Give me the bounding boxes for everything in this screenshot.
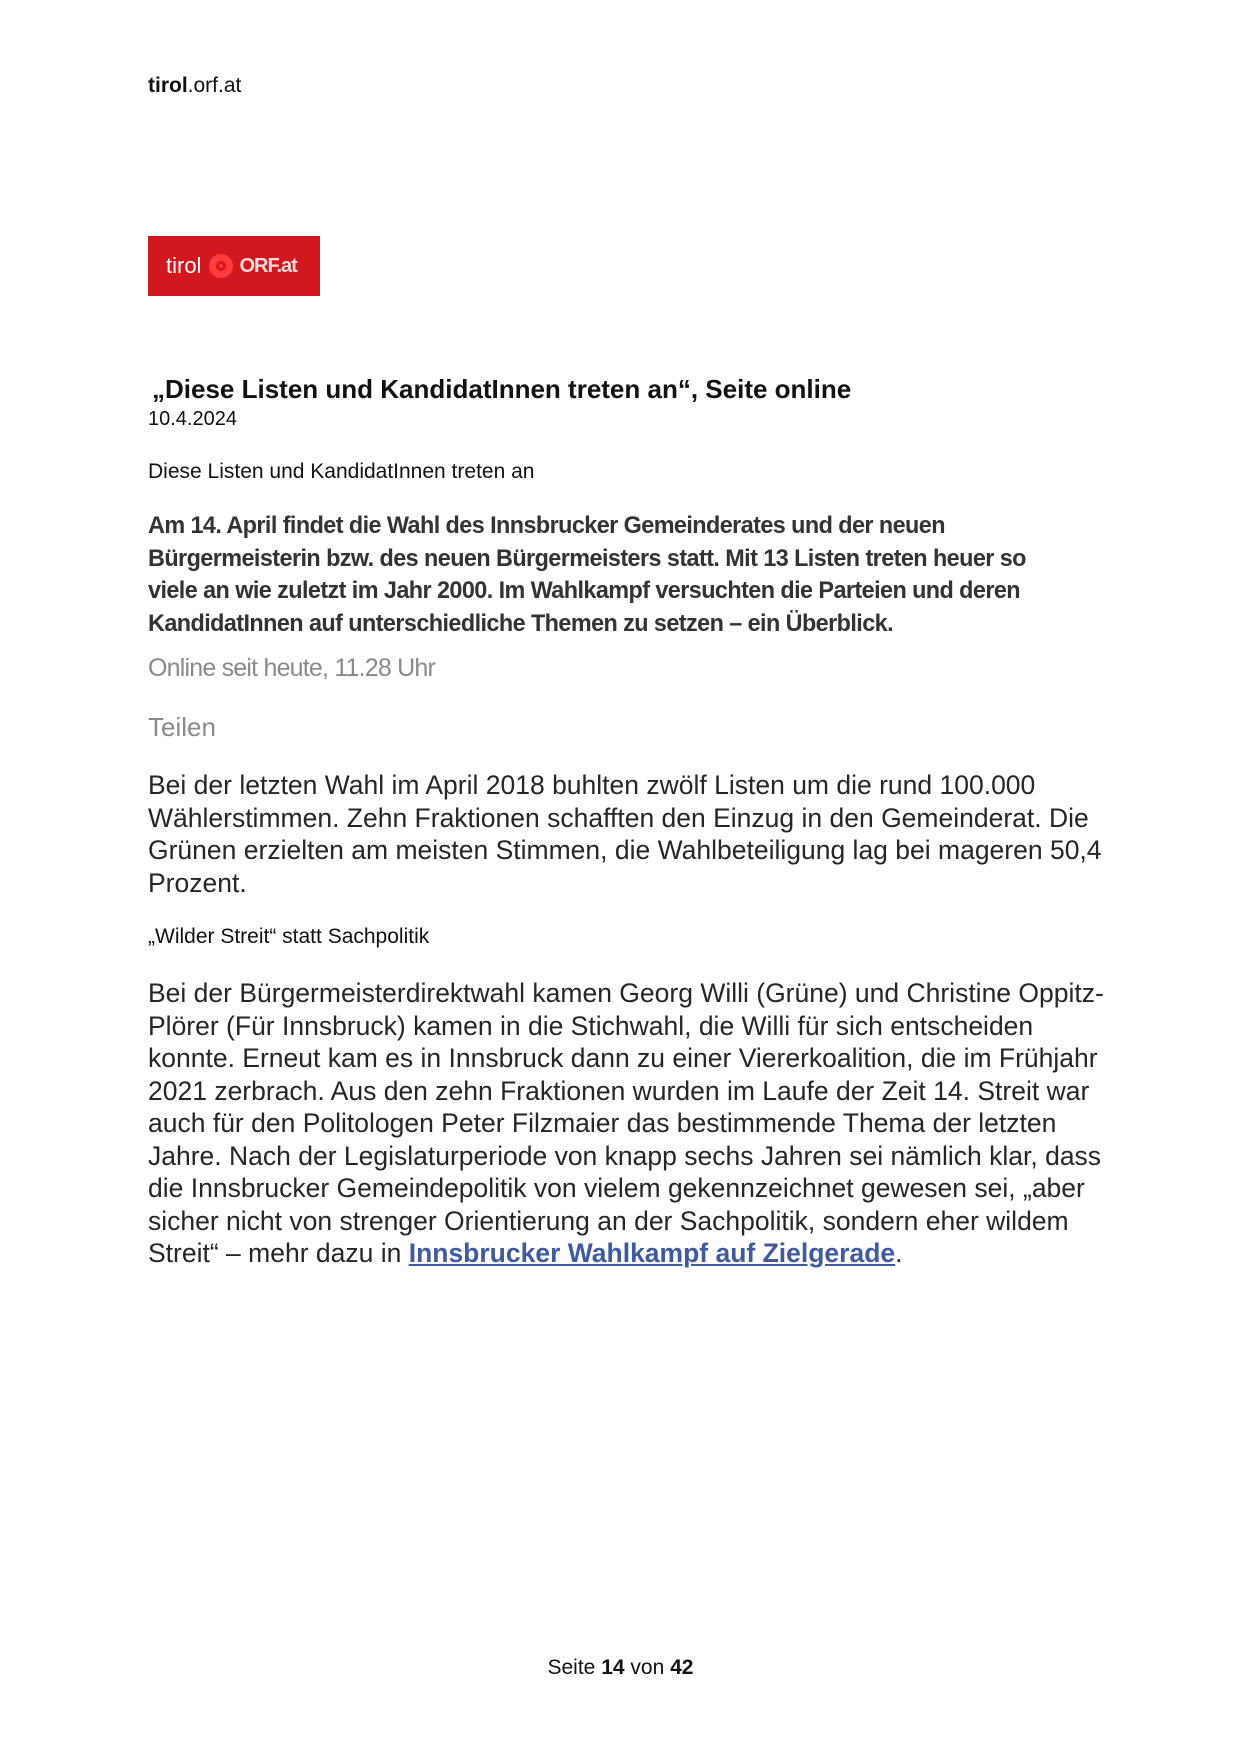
online-since: Online seit heute, 11.28 Uhr	[148, 654, 436, 682]
page-footer	[0, 1656, 1241, 1680]
article-date: 10.4.2024	[148, 408, 237, 430]
article-subheading: Diese Listen und KandidatInnen treten an	[148, 460, 535, 483]
site-header-domain: .orf.at	[187, 74, 242, 97]
orf-eye-icon	[209, 254, 233, 278]
footer-middle: von	[630, 1656, 665, 1679]
paragraph-1: Bei der letzten Wahl im April 2018 buhlten zwölf Listen um die rund 100.000 Wählerstimmen. Zehn Fraktionen schafften den Einzug in den Gemeinderat. Die Grünen erzielten am meisten Stimmen, die Wahlbeteiligung lag bei mageren 50,4 Prozent.	[148, 770, 1102, 898]
site-header	[148, 74, 241, 98]
footer-page-total: 42	[670, 1656, 694, 1679]
share-button[interactable]: Teilen	[148, 712, 216, 742]
article-lead: Am 14. April findet die Wahl des Innsbrucker Gemeinderates und der neuen Bürgermeisterin bzw. des neuen Bürgermeisters statt. Mit 13 Listen treten heuer so viele an wie zuletzt im Jahr 2000. Im Wahlkampf versuchten die Parteien und deren KandidatInnen auf unterschiedliche Themen zu setzen – ein Überblick.	[148, 512, 1026, 637]
footer-page-number: 14	[601, 1656, 625, 1679]
site-header-bold: tirol	[148, 74, 188, 97]
section-heading: „Wilder Streit“ statt Sachpolitik	[148, 925, 430, 948]
tirol-orf-logo	[148, 236, 320, 296]
logo-brand-text: ORF.at	[239, 254, 297, 277]
paragraph-2	[148, 977, 1108, 1270]
article-title: „Diese Listen und KandidatInnen treten an“, Seite online	[152, 374, 852, 404]
footer-prefix: Seite	[547, 1656, 596, 1679]
wahlkampf-article-link[interactable]: Innsbrucker Wahlkampf auf Zielgerade	[408, 1238, 896, 1268]
paragraph-2-end: .	[895, 1238, 903, 1268]
logo-region-text: tirol	[166, 253, 202, 278]
paragraph-2-text: Bei der Bürgermeisterdirektwahl kamen Georg Willi (Grüne) und Christine Oppitz-Plörer (Für Innsbruck) kamen in die Stichwahl, die Willi für sich entscheiden konnte. Erneut kam es in Innsbruck dann zu einer Viererkoalition, die im Frühjahr 2021 zerbrach. Aus den zehn Fraktionen wurden im Laufe der Zeit 14. Streit war auch für den Politologen Peter Filzmaier das bestimmende Thema der letzten Jahre. Nach der Legislaturperiode von knapp sechs Jahren sei nämlich klar, dass die Innsbrucker Gemeindepolitik von vielem gekennzeichnet gewesen sei, „aber sicher nicht von strenger Orientierung an der Sachpolitik, sondern eher wildem Streit“ – mehr dazu in	[148, 978, 1104, 1268]
